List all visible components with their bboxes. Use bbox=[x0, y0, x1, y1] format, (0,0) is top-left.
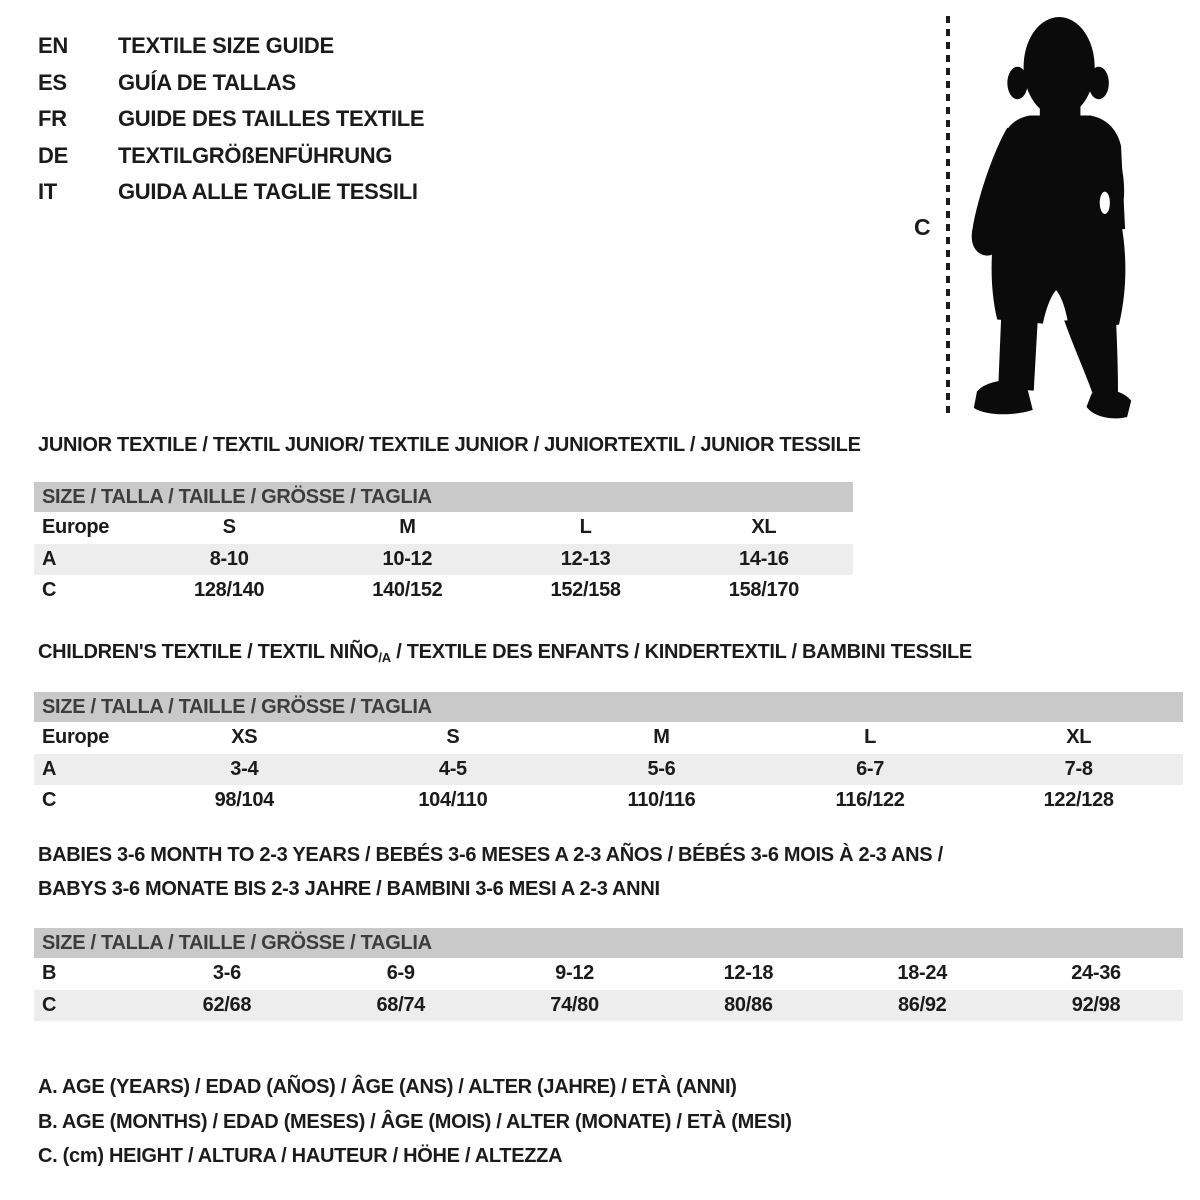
age-cell: 14-16 bbox=[739, 547, 789, 570]
language-row-es bbox=[38, 65, 424, 102]
age-cell: 7-8 bbox=[1064, 757, 1093, 780]
size-cell: L bbox=[579, 516, 592, 538]
size-header-bar: SIZE / TALLA / TAILLE / GRÖSSE / TAGLIA bbox=[34, 692, 1183, 722]
legend bbox=[38, 1070, 792, 1174]
table-row-age bbox=[34, 754, 1183, 786]
language-label: GUIDE DES TAILLES TEXTILE bbox=[118, 106, 425, 132]
height-cell: 110/116 bbox=[627, 789, 696, 811]
size-cell: S bbox=[446, 726, 460, 748]
height-cell: 116/122 bbox=[835, 789, 905, 811]
height-cell: 140/152 bbox=[372, 579, 443, 601]
language-code: FR bbox=[38, 106, 67, 132]
height-cell: 152/158 bbox=[550, 579, 621, 601]
height-cell: 98/104 bbox=[214, 789, 274, 811]
height-cell: 122/128 bbox=[1043, 789, 1114, 811]
size-cell: M bbox=[653, 726, 670, 748]
table-row-height bbox=[34, 785, 1183, 817]
age-cell: 9-12 bbox=[555, 962, 594, 984]
size-cell: XL bbox=[1066, 726, 1092, 748]
age-cell: 3-4 bbox=[230, 757, 259, 780]
language-title-list bbox=[38, 28, 424, 211]
junior-size-table bbox=[34, 482, 853, 607]
age-cell: 24-36 bbox=[1071, 962, 1121, 984]
row-label: A bbox=[42, 547, 57, 570]
row-label: B bbox=[42, 962, 57, 984]
size-cell: XS bbox=[231, 726, 258, 748]
height-cell: 62/68 bbox=[202, 993, 252, 1016]
row-label: C bbox=[42, 993, 57, 1016]
height-cell: 86/92 bbox=[897, 993, 947, 1016]
babies-section-title bbox=[38, 838, 943, 906]
age-cell: 5-6 bbox=[647, 757, 676, 780]
children-title-suffix: / TEXTILE DES ENFANTS / KINDERTEXTIL / BAMBINI TESSILE bbox=[390, 641, 972, 663]
babies-title-line1: BABIES 3-6 MONTH TO 2-3 YEARS / BEBÉS 3-6 MESES A 2-3 AÑOS / BÉBÉS 3-6 MOIS À 2-3 ANS / bbox=[38, 844, 943, 866]
language-code: EN bbox=[38, 33, 68, 59]
age-cell: 8-10 bbox=[209, 547, 249, 570]
age-cell: 4-5 bbox=[438, 757, 467, 780]
row-label: Europe bbox=[42, 516, 110, 538]
size-cell: M bbox=[399, 516, 416, 538]
language-row-de bbox=[38, 138, 424, 175]
language-code: IT bbox=[38, 179, 57, 205]
legend-line-age-months: B. AGE (MONTHS) / EDAD (MESES) / ÂGE (MOIS) / ALTER (MONATE) / ETÀ (MESI) bbox=[38, 1110, 792, 1133]
height-measure-label: C bbox=[914, 214, 931, 240]
children-section-title bbox=[38, 641, 972, 665]
height-cell: 128/140 bbox=[194, 579, 265, 601]
height-cell: 104/110 bbox=[418, 789, 488, 811]
height-cell: 158/170 bbox=[728, 579, 799, 601]
age-cell: 6-9 bbox=[386, 962, 415, 984]
language-code: DE bbox=[38, 142, 68, 168]
row-label: A bbox=[42, 757, 57, 780]
size-header-bar: SIZE / TALLA / TAILLE / GRÖSSE / TAGLIA bbox=[34, 482, 853, 512]
language-label: TEXTILE SIZE GUIDE bbox=[118, 33, 334, 59]
age-cell: 12-13 bbox=[560, 547, 611, 570]
age-cell: 18-24 bbox=[897, 962, 948, 984]
size-cell: L bbox=[864, 726, 877, 748]
babies-size-table bbox=[34, 928, 1183, 1021]
age-cell: 12-18 bbox=[723, 962, 774, 984]
language-label: GUIDA ALLE TAGLIE TESSILI bbox=[118, 179, 418, 205]
legend-line-height-cm: C. (cm) HEIGHT / ALTURA / HAUTEUR / HÖHE / ALTEZZA bbox=[38, 1145, 563, 1167]
table-row-age bbox=[34, 544, 853, 576]
language-code: ES bbox=[38, 69, 67, 95]
age-cell: 3-6 bbox=[212, 962, 241, 984]
table-row-age-months bbox=[34, 958, 1183, 990]
table-row-europe bbox=[34, 512, 853, 544]
children-title-subscript: /A bbox=[378, 650, 391, 665]
height-measure-dashed-line bbox=[946, 16, 950, 419]
size-header-bar: SIZE / TALLA / TAILLE / GRÖSSE / TAGLIA bbox=[34, 928, 1183, 958]
language-label: GUÍA DE TALLAS bbox=[118, 69, 296, 95]
row-label: Europe bbox=[42, 726, 110, 748]
size-cell: S bbox=[222, 516, 236, 538]
age-cell: 10-12 bbox=[382, 547, 433, 570]
language-row-it bbox=[38, 174, 424, 211]
height-cell: 92/98 bbox=[1071, 993, 1121, 1016]
table-row-height bbox=[34, 990, 1183, 1022]
row-label: C bbox=[42, 579, 57, 601]
legend-line-age-years: A. AGE (YEARS) / EDAD (AÑOS) / ÂGE (ANS) / ALTER (JAHRE) / ETÀ (ANNI) bbox=[38, 1076, 737, 1098]
babies-title-line2: BABYS 3-6 MONATE BIS 2-3 JAHRE / BAMBINI 3-6 MESI A 2-3 ANNI bbox=[38, 878, 660, 900]
table-row-europe bbox=[34, 722, 1183, 754]
junior-section-title: JUNIOR TEXTILE / TEXTIL JUNIOR/ TEXTILE JUNIOR / JUNIORTEXTIL / JUNIOR TESSILE bbox=[38, 434, 861, 456]
language-label: TEXTILGRÖßENFÜHRUNG bbox=[118, 142, 393, 168]
size-cell: XL bbox=[751, 516, 777, 538]
language-row-en bbox=[38, 28, 424, 65]
language-row-fr bbox=[38, 101, 424, 138]
children-size-table bbox=[34, 692, 1183, 817]
height-cell: 68/74 bbox=[376, 993, 426, 1016]
age-cell: 6-7 bbox=[856, 757, 885, 780]
table-row-height bbox=[34, 575, 853, 607]
height-cell: 80/86 bbox=[724, 993, 773, 1016]
toddler-silhouette-icon bbox=[963, 14, 1139, 420]
row-label: C bbox=[42, 789, 57, 811]
height-cell: 74/80 bbox=[550, 993, 599, 1016]
children-title-prefix: CHILDREN'S TEXTILE / TEXTIL NIÑO bbox=[38, 641, 379, 663]
